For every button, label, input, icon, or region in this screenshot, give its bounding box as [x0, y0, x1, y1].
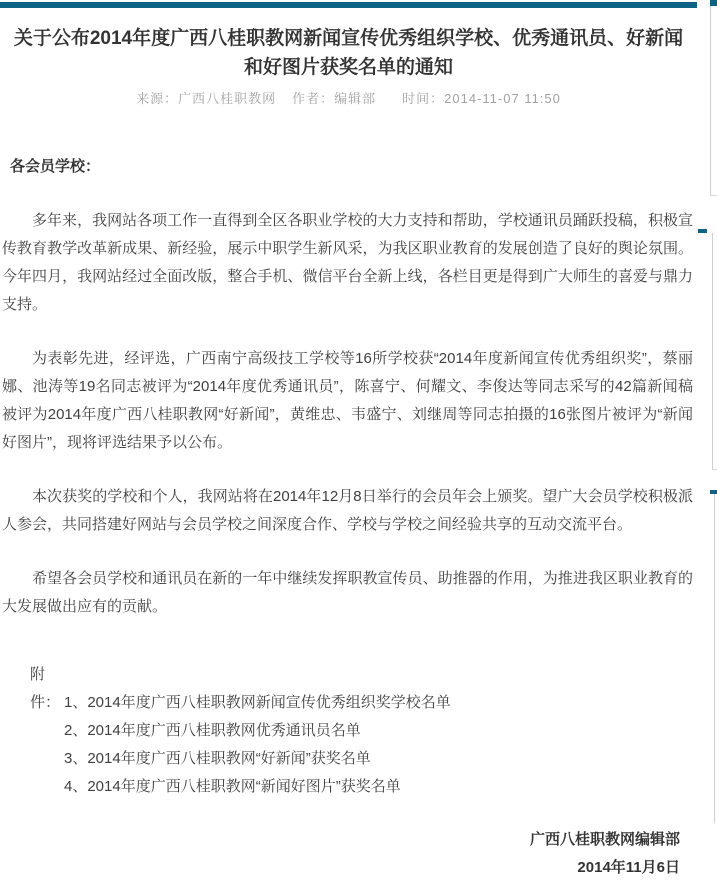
- attachment-item-1-text: 1、2014年度广西八桂职教网新闻宣传优秀组织奖学校名单: [64, 694, 451, 711]
- meta-time-label: 时间：: [402, 91, 445, 106]
- sidebar-box-2-accent: [698, 229, 707, 233]
- article-body: [0, 153, 697, 882]
- attachment-item-2: 2、2014年度广西八桂职教网优秀通讯员名单: [64, 722, 361, 739]
- attachment-item-3: 3、2014年度广西八桂职教网“好新闻”获奖名单: [64, 750, 371, 767]
- paragraph-4: 希望各会员学校和通讯员在新的一年中继续发挥职教宣传员、助推器的作用，为推进我区职业教育的大发展做出应有的贡献。: [2, 570, 693, 615]
- article-meta: [0, 88, 697, 107]
- sidebar-box-2-bottom-border: [712, 469, 717, 470]
- sidebar-box-1-border: [710, 6, 711, 195]
- attachment-item-4: 4、2014年度广西八桂职教网“新闻好图片”获奖名单: [64, 778, 401, 795]
- sidebar-box-1-bottom-border: [710, 195, 717, 196]
- meta-author-value: 编辑部: [334, 91, 377, 106]
- attachments-list: [2, 661, 697, 801]
- signature-org: 广西八桂职教网编辑部: [529, 831, 680, 848]
- meta-author-label: 作者：: [292, 91, 335, 106]
- signature-date: 2014年11月6日: [577, 859, 680, 876]
- meta-source-label: 来源：: [136, 91, 179, 106]
- sidebar-box-1-accent: [710, 0, 717, 6]
- page-title: 关于公布2014年度广西八桂职教网新闻宣传优秀组织学校、优秀通讯员、好新闻和好图片获奖名单的通知: [13, 28, 684, 78]
- paragraph-2: 为表彰先进，经评选，广西南宁高级技工学校等16所学校获“2014年度新闻宣传优秀组织奖”，蔡丽娜、池涛等19名同志被评为“2014年度优秀通讯员”，陈喜宁、何耀文、李俊达等同志采写的42篇新闻稿被评为2014年度广西八桂职教网“好新闻”，黄维忠、韦盛宁、刘继周等同志拍摄的16张图片被评为“新闻好图片”，现将评选结果予以公布。: [2, 350, 693, 451]
- signature-block: [2, 826, 697, 882]
- paragraph-1: 多年来，我网站各项工作一直得到全区各职业学校的大力支持和帮助，学校通讯员踊跃投稿，积极宣传教育教学改革新成果、新经验，展示中职学生新风采，为我区职业教育的发展创造了良好的舆论氛围。今年四月，我网站经过全面改版，整合手机、微信平台全新上线，各栏目更是得到广大师生的喜爱与鼎力支持。: [2, 212, 693, 313]
- sidebar-box-3-border: [714, 494, 715, 823]
- paragraph-3: 本次获奖的学校和个人，我网站将在2014年12月8日举行的会员年会上颁奖。望广大会员学校积极派人参会，共同搭建好网站与会员学校之间深度合作、学校与学校之间经验共享的互动交流平台。: [2, 488, 693, 533]
- sidebar-box-2-border: [712, 233, 713, 469]
- top-accent-bar: [0, 2, 697, 8]
- salutation: 各会员学校：: [10, 158, 101, 175]
- attachment-item-1: [2, 661, 697, 717]
- meta-time-value: 2014-11-07 11:50: [444, 91, 561, 106]
- meta-source-value: 广西八桂职教网: [178, 91, 277, 106]
- attachments-label: 附件：: [30, 666, 61, 711]
